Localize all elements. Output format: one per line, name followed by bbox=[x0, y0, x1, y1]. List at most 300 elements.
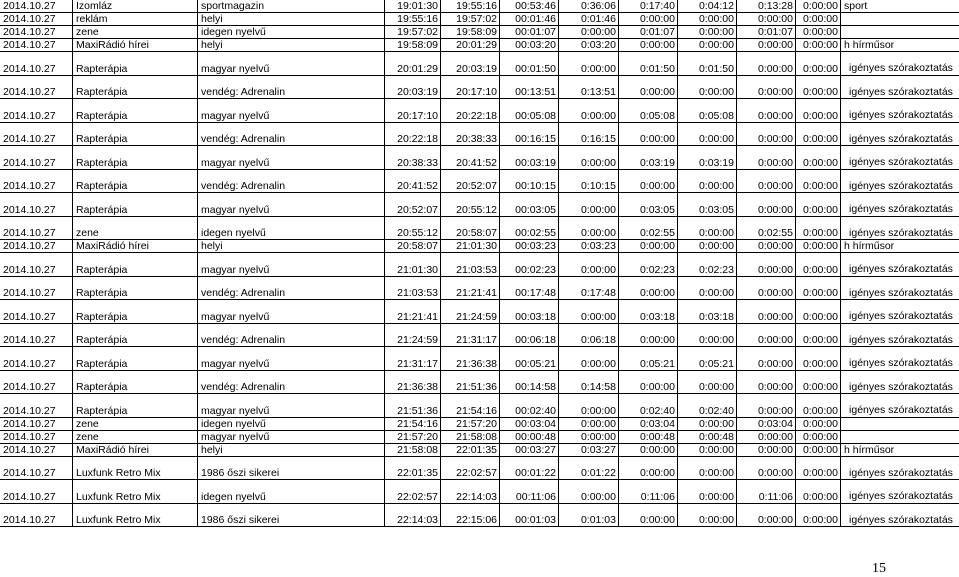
cell-start: 19:55:16 bbox=[385, 13, 441, 25]
cell-start: 22:14:03 bbox=[385, 504, 441, 527]
cell-program: reklám bbox=[73, 13, 198, 25]
cell-other: 0:00:00 bbox=[796, 418, 841, 430]
cell-date: 2014.10.27 bbox=[0, 170, 73, 193]
cell-music: 0:05:08 bbox=[619, 99, 678, 122]
cell-hungarian-music: 0:01:50 bbox=[678, 52, 737, 75]
cell-foreign-music: 0:00:00 bbox=[737, 444, 796, 456]
cell-date: 2014.10.27 bbox=[0, 26, 73, 38]
cell-speech: 0:00:00 bbox=[559, 253, 619, 276]
cell-other: 0:00:00 bbox=[796, 146, 841, 169]
cell-hungarian-music: 0:00:00 bbox=[678, 480, 737, 503]
cell-date: 2014.10.27 bbox=[0, 39, 73, 51]
cell-hungarian-music: 0:02:40 bbox=[678, 394, 737, 417]
cell-music: 0:02:40 bbox=[619, 394, 678, 417]
cell-start: 20:41:52 bbox=[385, 170, 441, 193]
table-row bbox=[0, 300, 959, 324]
cell-end: 20:38:33 bbox=[441, 123, 500, 146]
cell-music: 0:00:00 bbox=[619, 123, 678, 146]
cell-foreign-music: 0:00:00 bbox=[737, 39, 796, 51]
cell-foreign-music: 0:00:00 bbox=[737, 324, 796, 347]
cell-other: 0:00:00 bbox=[796, 52, 841, 75]
cell-music: 0:00:00 bbox=[619, 170, 678, 193]
cell-end: 21:01:30 bbox=[441, 240, 500, 252]
cell-foreign-music: 0:02:55 bbox=[737, 217, 796, 240]
cell-speech: 0:01:22 bbox=[559, 457, 619, 480]
cell-category: igényes szórakoztatás bbox=[849, 357, 953, 369]
table-row bbox=[0, 217, 959, 241]
cell-speech: 0:16:15 bbox=[559, 123, 619, 146]
cell-foreign-music: 0:00:00 bbox=[737, 371, 796, 394]
cell-category: igényes szórakoztatás bbox=[849, 286, 953, 299]
cell-duration: 00:02:23 bbox=[500, 253, 559, 276]
cell-music: 0:01:07 bbox=[619, 26, 678, 38]
cell-subtitle: sportmagazin bbox=[198, 0, 385, 12]
cell-hungarian-music: 0:00:00 bbox=[678, 240, 737, 252]
cell-category: h hírműsor bbox=[844, 240, 895, 252]
cell-category: h hírműsor bbox=[844, 39, 895, 51]
cell-program: Rapterápia bbox=[73, 371, 198, 394]
cell-program: Rapterápia bbox=[73, 193, 198, 216]
cell-end: 21:36:38 bbox=[441, 347, 500, 370]
cell-category: igényes szórakoztatás bbox=[849, 263, 953, 275]
cell-other: 0:00:00 bbox=[796, 193, 841, 216]
cell-duration: 00:03:05 bbox=[500, 193, 559, 216]
table-row bbox=[0, 240, 959, 253]
cell-start: 20:03:19 bbox=[385, 76, 441, 99]
cell-end: 21:57:20 bbox=[441, 418, 500, 430]
cell-end: 21:58:08 bbox=[441, 431, 500, 443]
cell-end: 20:52:07 bbox=[441, 170, 500, 193]
cell-category: igényes szórakoztatás bbox=[849, 490, 953, 502]
table-row bbox=[0, 76, 959, 100]
cell-speech: 0:06:18 bbox=[559, 324, 619, 347]
table-row bbox=[0, 52, 959, 76]
cell-program: Rapterápia bbox=[73, 394, 198, 417]
cell-program: Rapterápia bbox=[73, 52, 198, 75]
cell-end: 20:17:10 bbox=[441, 76, 500, 99]
cell-other: 0:00:00 bbox=[796, 123, 841, 146]
cell-program: Luxfunk Retro Mix bbox=[73, 504, 198, 527]
cell-hungarian-music: 0:00:00 bbox=[678, 418, 737, 430]
table-row bbox=[0, 347, 959, 371]
cell-music: 0:00:00 bbox=[619, 13, 678, 25]
cell-duration: 00:01:03 bbox=[500, 504, 559, 527]
cell-duration: 00:01:07 bbox=[500, 26, 559, 38]
cell-start: 21:57:20 bbox=[385, 431, 441, 443]
cell-duration: 00:03:27 bbox=[500, 444, 559, 456]
cell-category: igényes szórakoztatás bbox=[849, 380, 953, 393]
cell-start: 20:17:10 bbox=[385, 99, 441, 122]
cell-end: 21:31:17 bbox=[441, 324, 500, 347]
cell-date: 2014.10.27 bbox=[0, 457, 73, 480]
cell-program: MaxiRádió hírei bbox=[73, 240, 198, 252]
cell-hungarian-music: 0:04:12 bbox=[678, 0, 737, 12]
cell-start: 21:03:53 bbox=[385, 277, 441, 300]
cell-hungarian-music: 0:00:00 bbox=[678, 13, 737, 25]
cell-hungarian-music: 0:03:18 bbox=[678, 300, 737, 323]
cell-music: 0:00:00 bbox=[619, 504, 678, 527]
cell-subtitle: idegen nyelvű bbox=[198, 418, 385, 430]
cell-program: zene bbox=[73, 431, 198, 443]
cell-category: igényes szórakoztatás bbox=[849, 132, 953, 145]
cell-music: 0:02:55 bbox=[619, 217, 678, 240]
cell-speech: 0:03:27 bbox=[559, 444, 619, 456]
cell-subtitle: vendég: Adrenalin bbox=[198, 123, 385, 146]
cell-subtitle: idegen nyelvű bbox=[198, 480, 385, 503]
cell-program: Rapterápia bbox=[73, 99, 198, 122]
cell-hungarian-music: 0:00:00 bbox=[678, 277, 737, 300]
cell-hungarian-music: 0:00:00 bbox=[678, 76, 737, 99]
cell-end: 20:41:52 bbox=[441, 146, 500, 169]
cell-hungarian-music: 0:00:00 bbox=[678, 371, 737, 394]
cell-other: 0:00:00 bbox=[796, 394, 841, 417]
cell-end: 20:55:12 bbox=[441, 193, 500, 216]
cell-foreign-music: 0:00:00 bbox=[737, 170, 796, 193]
cell-hungarian-music: 0:00:00 bbox=[678, 170, 737, 193]
cell-program: Rapterápia bbox=[73, 123, 198, 146]
cell-duration: 00:03:23 bbox=[500, 240, 559, 252]
cell-date: 2014.10.27 bbox=[0, 193, 73, 216]
cell-start: 19:01:30 bbox=[385, 0, 441, 12]
cell-duration: 00:01:46 bbox=[500, 13, 559, 25]
cell-hungarian-music: 0:00:00 bbox=[678, 123, 737, 146]
cell-hungarian-music: 0:03:05 bbox=[678, 193, 737, 216]
cell-speech: 0:13:51 bbox=[559, 76, 619, 99]
cell-end: 21:03:53 bbox=[441, 253, 500, 276]
cell-subtitle: vendég: Adrenalin bbox=[198, 76, 385, 99]
cell-hungarian-music: 0:05:21 bbox=[678, 347, 737, 370]
cell-hungarian-music: 0:02:23 bbox=[678, 253, 737, 276]
table-row bbox=[0, 444, 959, 457]
cell-duration: 00:01:50 bbox=[500, 52, 559, 75]
cell-end: 19:55:16 bbox=[441, 0, 500, 12]
cell-foreign-music: 0:00:00 bbox=[737, 300, 796, 323]
cell-foreign-music: 0:00:00 bbox=[737, 457, 796, 480]
cell-foreign-music: 0:00:00 bbox=[737, 394, 796, 417]
cell-foreign-music: 0:00:00 bbox=[737, 253, 796, 276]
cell-foreign-music: 0:00:00 bbox=[737, 347, 796, 370]
cell-music: 0:00:00 bbox=[619, 444, 678, 456]
cell-speech: 0:01:03 bbox=[559, 504, 619, 527]
cell-duration: 00:01:22 bbox=[500, 457, 559, 480]
cell-date: 2014.10.27 bbox=[0, 347, 73, 370]
cell-music: 0:02:23 bbox=[619, 253, 678, 276]
cell-start: 20:58:07 bbox=[385, 240, 441, 252]
cell-start: 22:01:35 bbox=[385, 457, 441, 480]
cell-end: 21:54:16 bbox=[441, 394, 500, 417]
cell-category: igényes szórakoztatás bbox=[849, 203, 953, 215]
cell-subtitle: 1986 őszi sikerei bbox=[198, 457, 385, 480]
cell-music: 0:03:05 bbox=[619, 193, 678, 216]
cell-duration: 00:00:48 bbox=[500, 431, 559, 443]
cell-start: 21:51:36 bbox=[385, 394, 441, 417]
cell-speech: 0:00:00 bbox=[559, 146, 619, 169]
cell-category: igényes szórakoztatás bbox=[849, 109, 953, 121]
cell-program: Rapterápia bbox=[73, 253, 198, 276]
cell-speech: 0:00:00 bbox=[559, 347, 619, 370]
cell-subtitle: magyar nyelvű bbox=[198, 300, 385, 323]
cell-other: 0:00:00 bbox=[796, 431, 841, 443]
cell-date: 2014.10.27 bbox=[0, 504, 73, 527]
cell-end: 21:21:41 bbox=[441, 277, 500, 300]
cell-duration: 00:06:18 bbox=[500, 324, 559, 347]
cell-duration: 00:14:58 bbox=[500, 371, 559, 394]
cell-duration: 00:17:48 bbox=[500, 277, 559, 300]
cell-program: Rapterápia bbox=[73, 76, 198, 99]
cell-category: igényes szórakoztatás bbox=[849, 513, 953, 526]
cell-other: 0:00:00 bbox=[796, 277, 841, 300]
cell-foreign-music: 0:00:00 bbox=[737, 52, 796, 75]
cell-program: Rapterápia bbox=[73, 324, 198, 347]
cell-subtitle: vendég: Adrenalin bbox=[198, 324, 385, 347]
cell-foreign-music: 0:00:00 bbox=[737, 431, 796, 443]
cell-program: MaxiRádió hírei bbox=[73, 444, 198, 456]
cell-subtitle: magyar nyelvű bbox=[198, 431, 385, 443]
cell-date: 2014.10.27 bbox=[0, 300, 73, 323]
cell-foreign-music: 0:00:00 bbox=[737, 240, 796, 252]
cell-category bbox=[841, 13, 959, 25]
cell-start: 21:58:08 bbox=[385, 444, 441, 456]
cell-end: 21:51:36 bbox=[441, 371, 500, 394]
cell-date: 2014.10.27 bbox=[0, 418, 73, 430]
cell-start: 20:01:29 bbox=[385, 52, 441, 75]
table-row bbox=[0, 431, 959, 444]
cell-date: 2014.10.27 bbox=[0, 444, 73, 456]
table-row bbox=[0, 146, 959, 170]
cell-music: 0:05:21 bbox=[619, 347, 678, 370]
table-row bbox=[0, 0, 959, 13]
table-row bbox=[0, 394, 959, 418]
cell-end: 22:14:03 bbox=[441, 480, 500, 503]
cell-subtitle: magyar nyelvű bbox=[198, 347, 385, 370]
cell-duration: 00:02:55 bbox=[500, 217, 559, 240]
cell-date: 2014.10.27 bbox=[0, 217, 73, 240]
cell-duration: 00:03:18 bbox=[500, 300, 559, 323]
cell-start: 19:57:02 bbox=[385, 26, 441, 38]
table-row bbox=[0, 457, 959, 481]
cell-subtitle: magyar nyelvű bbox=[198, 146, 385, 169]
table-row bbox=[0, 504, 959, 528]
cell-hungarian-music: 0:00:48 bbox=[678, 431, 737, 443]
cell-music: 0:17:40 bbox=[619, 0, 678, 12]
cell-program: zene bbox=[73, 26, 198, 38]
cell-subtitle: 1986 őszi sikerei bbox=[198, 504, 385, 527]
cell-subtitle: helyi bbox=[198, 444, 385, 456]
cell-date: 2014.10.27 bbox=[0, 240, 73, 252]
cell-other: 0:00:00 bbox=[796, 76, 841, 99]
cell-program: Rapterápia bbox=[73, 347, 198, 370]
cell-foreign-music: 0:01:07 bbox=[737, 26, 796, 38]
cell-start: 21:01:30 bbox=[385, 253, 441, 276]
cell-subtitle: magyar nyelvű bbox=[198, 193, 385, 216]
cell-start: 21:24:59 bbox=[385, 324, 441, 347]
cell-other: 0:00:00 bbox=[796, 170, 841, 193]
cell-program: Luxfunk Retro Mix bbox=[73, 480, 198, 503]
cell-music: 0:03:19 bbox=[619, 146, 678, 169]
cell-subtitle: vendég: Adrenalin bbox=[198, 277, 385, 300]
table-row bbox=[0, 123, 959, 147]
cell-category: igényes szórakoztatás bbox=[849, 310, 953, 322]
cell-music: 0:00:00 bbox=[619, 277, 678, 300]
cell-hungarian-music: 0:00:00 bbox=[678, 217, 737, 240]
cell-speech: 0:00:00 bbox=[559, 99, 619, 122]
cell-date: 2014.10.27 bbox=[0, 99, 73, 122]
table-row bbox=[0, 193, 959, 217]
cell-music: 0:01:50 bbox=[619, 52, 678, 75]
cell-category: igényes szórakoztatás bbox=[849, 466, 953, 479]
cell-hungarian-music: 0:00:00 bbox=[678, 444, 737, 456]
cell-duration: 00:10:15 bbox=[500, 170, 559, 193]
table-row bbox=[0, 39, 959, 52]
cell-other: 0:00:00 bbox=[796, 480, 841, 503]
cell-start: 20:38:33 bbox=[385, 146, 441, 169]
cell-other: 0:00:00 bbox=[796, 39, 841, 51]
cell-other: 0:00:00 bbox=[796, 217, 841, 240]
cell-date: 2014.10.27 bbox=[0, 76, 73, 99]
cell-end: 20:03:19 bbox=[441, 52, 500, 75]
cell-music: 0:00:00 bbox=[619, 39, 678, 51]
cell-duration: 00:13:51 bbox=[500, 76, 559, 99]
cell-duration: 00:03:04 bbox=[500, 418, 559, 430]
cell-date: 2014.10.27 bbox=[0, 253, 73, 276]
cell-category: h hírműsor bbox=[844, 443, 895, 456]
cell-speech: 0:03:20 bbox=[559, 39, 619, 51]
cell-duration: 00:02:40 bbox=[500, 394, 559, 417]
cell-category: igényes szórakoztatás bbox=[849, 156, 953, 168]
cell-date: 2014.10.27 bbox=[0, 394, 73, 417]
cell-hungarian-music: 0:00:00 bbox=[678, 26, 737, 38]
cell-foreign-music: 0:11:06 bbox=[737, 480, 796, 503]
cell-category: igényes szórakoztatás bbox=[849, 404, 953, 416]
cell-hungarian-music: 0:00:00 bbox=[678, 457, 737, 480]
cell-foreign-music: 0:00:00 bbox=[737, 277, 796, 300]
cell-subtitle: magyar nyelvű bbox=[198, 99, 385, 122]
cell-other: 0:00:00 bbox=[796, 13, 841, 25]
cell-foreign-music: 0:00:00 bbox=[737, 146, 796, 169]
cell-start: 20:52:07 bbox=[385, 193, 441, 216]
cell-music: 0:00:00 bbox=[619, 457, 678, 480]
table-row bbox=[0, 480, 959, 504]
cell-music: 0:00:00 bbox=[619, 76, 678, 99]
cell-hungarian-music: 0:05:08 bbox=[678, 99, 737, 122]
cell-music: 0:00:00 bbox=[619, 240, 678, 252]
cell-start: 20:55:12 bbox=[385, 217, 441, 240]
cell-speech: 0:10:15 bbox=[559, 170, 619, 193]
cell-duration: 00:11:06 bbox=[500, 480, 559, 503]
cell-hungarian-music: 0:00:00 bbox=[678, 504, 737, 527]
cell-hungarian-music: 0:00:00 bbox=[678, 324, 737, 347]
table-row bbox=[0, 418, 959, 431]
cell-speech: 0:00:00 bbox=[559, 52, 619, 75]
cell-other: 0:00:00 bbox=[796, 26, 841, 38]
cell-music: 0:00:00 bbox=[619, 371, 678, 394]
cell-date: 2014.10.27 bbox=[0, 371, 73, 394]
cell-end: 22:02:57 bbox=[441, 457, 500, 480]
cell-speech: 0:00:00 bbox=[559, 480, 619, 503]
cell-speech: 0:00:00 bbox=[559, 217, 619, 240]
cell-subtitle: helyi bbox=[198, 240, 385, 252]
cell-other: 0:00:00 bbox=[796, 240, 841, 252]
cell-end: 22:01:35 bbox=[441, 444, 500, 456]
cell-duration: 00:05:08 bbox=[500, 99, 559, 122]
cell-hungarian-music: 0:03:19 bbox=[678, 146, 737, 169]
cell-category: igényes szórakoztatás bbox=[849, 226, 953, 239]
cell-category bbox=[841, 418, 959, 430]
cell-program: Rapterápia bbox=[73, 146, 198, 169]
cell-program: Rapterápia bbox=[73, 300, 198, 323]
cell-other: 0:00:00 bbox=[796, 253, 841, 276]
cell-program: zene bbox=[73, 418, 198, 430]
cell-date: 2014.10.27 bbox=[0, 480, 73, 503]
cell-end: 19:58:09 bbox=[441, 26, 500, 38]
cell-start: 19:58:09 bbox=[385, 39, 441, 51]
cell-speech: 0:00:00 bbox=[559, 418, 619, 430]
cell-other: 0:00:00 bbox=[796, 0, 841, 12]
cell-subtitle: vendég: Adrenalin bbox=[198, 371, 385, 394]
cell-other: 0:00:00 bbox=[796, 444, 841, 456]
cell-program: Rapterápia bbox=[73, 170, 198, 193]
cell-end: 19:57:02 bbox=[441, 13, 500, 25]
cell-date: 2014.10.27 bbox=[0, 13, 73, 25]
table-row bbox=[0, 13, 959, 26]
cell-program: Luxfunk Retro Mix bbox=[73, 457, 198, 480]
cell-start: 21:21:41 bbox=[385, 300, 441, 323]
cell-foreign-music: 0:03:04 bbox=[737, 418, 796, 430]
cell-duration: 00:05:21 bbox=[500, 347, 559, 370]
cell-category bbox=[841, 26, 959, 38]
cell-other: 0:00:00 bbox=[796, 300, 841, 323]
cell-music: 0:11:06 bbox=[619, 480, 678, 503]
cell-date: 2014.10.27 bbox=[0, 146, 73, 169]
cell-subtitle: vendég: Adrenalin bbox=[198, 170, 385, 193]
cell-program: MaxiRádió hírei bbox=[73, 39, 198, 51]
cell-speech: 0:01:46 bbox=[559, 13, 619, 25]
cell-date: 2014.10.27 bbox=[0, 52, 73, 75]
cell-other: 0:00:00 bbox=[796, 504, 841, 527]
cell-program: Rapterápia bbox=[73, 277, 198, 300]
cell-speech: 0:00:00 bbox=[559, 431, 619, 443]
cell-music: 0:03:04 bbox=[619, 418, 678, 430]
cell-foreign-music: 0:00:00 bbox=[737, 76, 796, 99]
cell-speech: 0:00:00 bbox=[559, 193, 619, 216]
cell-foreign-music: 0:00:00 bbox=[737, 504, 796, 527]
cell-speech: 0:03:23 bbox=[559, 240, 619, 252]
table-row bbox=[0, 26, 959, 39]
cell-other: 0:00:00 bbox=[796, 371, 841, 394]
cell-speech: 0:36:06 bbox=[559, 0, 619, 12]
cell-duration: 00:03:20 bbox=[500, 39, 559, 51]
cell-speech: 0:00:00 bbox=[559, 300, 619, 323]
table-row bbox=[0, 371, 959, 395]
cell-music: 0:00:00 bbox=[619, 324, 678, 347]
cell-other: 0:00:00 bbox=[796, 347, 841, 370]
cell-speech: 0:14:58 bbox=[559, 371, 619, 394]
cell-foreign-music: 0:00:00 bbox=[737, 13, 796, 25]
cell-foreign-music: 0:00:00 bbox=[737, 123, 796, 146]
table-row bbox=[0, 277, 959, 301]
cell-category: sport bbox=[844, 0, 868, 12]
table-row bbox=[0, 324, 959, 348]
cell-category: igényes szórakoztatás bbox=[849, 62, 953, 74]
cell-music: 0:03:18 bbox=[619, 300, 678, 323]
cell-start: 22:02:57 bbox=[385, 480, 441, 503]
cell-start: 21:54:16 bbox=[385, 418, 441, 430]
cell-start: 21:36:38 bbox=[385, 371, 441, 394]
cell-duration: 00:16:15 bbox=[500, 123, 559, 146]
cell-duration: 00:53:46 bbox=[500, 0, 559, 12]
cell-end: 20:01:29 bbox=[441, 39, 500, 51]
cell-subtitle: magyar nyelvű bbox=[198, 253, 385, 276]
